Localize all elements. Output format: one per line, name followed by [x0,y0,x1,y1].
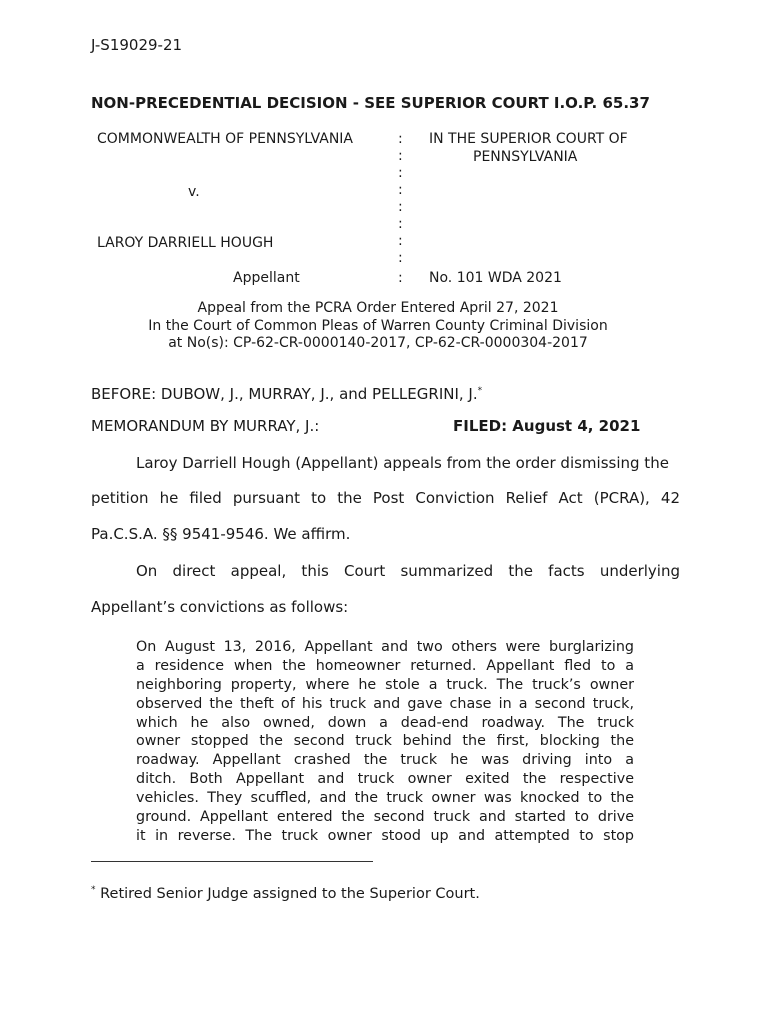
caption-colon: : [398,131,403,147]
quote-line: roadway. Appellant crashed the truck he was driving into a [136,752,634,769]
caption-docket-no: No. 101 WDA 2021 [429,270,562,286]
quote-line: observed the theft of his truck and gave chase in a second truck, [136,695,634,712]
quote-line: a residence when the homeowner returned. Appellant fled to a [136,657,634,674]
footnote [91,885,480,902]
quote-line: owner stopped the second truck behind the first, blocking the [136,733,634,750]
paragraph-line: On direct appeal, this Court summarized the facts underlying [136,562,680,580]
caption-colon: : [398,182,403,198]
caption-colon: : [398,270,403,286]
quote-line: it in reverse. The truck owner stood up and attempted to stop [136,827,634,844]
caption-court-line2: PENNSYLVANIA [473,149,578,165]
quote-line: which he also owned, down a dead-end roadway. The truck [136,714,634,731]
caption-colon: : [398,216,403,232]
caption-versus: v. [188,184,200,200]
appeal-info-line3: at No(s): CP-62-CR-0000140-2017, CP-62-CR-0000304-2017 [168,335,588,351]
appeal-info-line1: Appeal from the PCRA Order Entered April 27, 2021 [197,300,559,316]
filed-date: FILED: August 4, 2021 [453,417,641,435]
non-precedential-heading: NON-PRECEDENTIAL DECISION - SEE SUPERIOR COURT I.O.P. 65.37 [91,94,650,112]
quote-line: vehicles. They scuffled, and the truck owner was knocked to the [136,790,634,807]
panel-before-text: BEFORE: DUBOW, J., MURRAY, J., and PELLEGRINI, J. [91,385,478,403]
quote-line: ditch. Both Appellant and truck owner exited the respective [136,771,634,788]
caption-colon: : [398,165,403,181]
caption-colon: : [398,233,403,249]
caption-court-line1: IN THE SUPERIOR COURT OF [429,131,628,147]
paragraph-line: Laroy Darriell Hough (Appellant) appeals from the order dismissing the [136,454,669,472]
caption-plaintiff: COMMONWEALTH OF PENNSYLVANIA [97,131,354,147]
paragraph-line: petition he filed pursuant to the Post Conviction Relief Act (PCRA), 42 [91,489,680,507]
appeal-info-line2: In the Court of Common Pleas of Warren County Criminal Division [148,318,608,334]
panel-before [91,385,482,403]
panel-footnote-mark: * [477,386,483,396]
memorandum-by: MEMORANDUM BY MURRAY, J.: [91,417,320,435]
caption-role: Appellant [233,270,300,286]
paragraph-line: Pa.C.S.A. §§ 9541-9546. We affirm. [91,525,351,543]
footnote-mark: * [91,885,96,895]
caption-colon: : [398,199,403,215]
quote-line: neighboring property, where he stole a truck. The truck’s owner [136,676,634,693]
block-quote [136,638,634,846]
caption-colon: : [398,250,403,266]
quote-line: On August 13, 2016, Appellant and two others were burglarizing [136,639,634,655]
footnote-separator [91,861,373,862]
quote-line: ground. Appellant entered the second truck and started to drive [136,809,634,826]
caption-colon: : [398,148,403,164]
footnote-text: Retired Senior Judge assigned to the Superior Court. [95,886,480,902]
caption-defendant: LAROY DARRIELL HOUGH [97,235,274,251]
paragraph-line: Appellant’s convictions as follows: [91,598,349,616]
docket-number: J-S19029-21 [91,36,183,54]
